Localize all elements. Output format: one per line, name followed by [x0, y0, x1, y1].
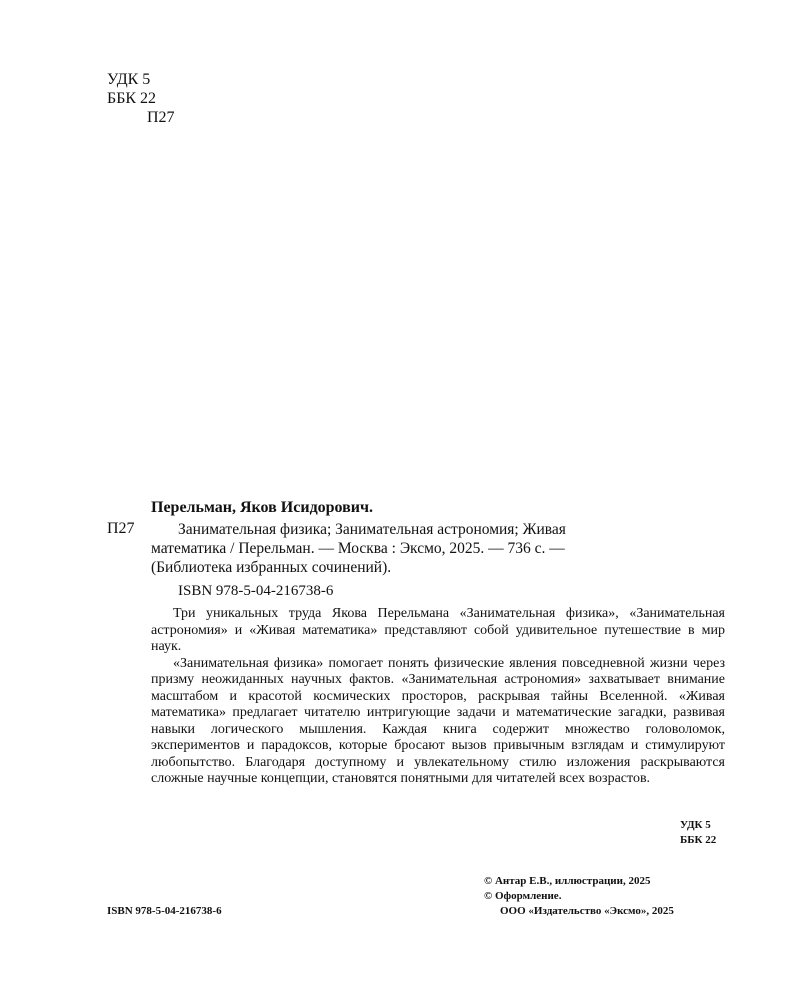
- copyright-illustrations: © Антар Е.В., иллюстрации, 2025: [484, 875, 651, 887]
- record-description: [178, 520, 725, 539]
- copyright-block: [484, 874, 674, 919]
- record-title-line: Занимательная физика; Занимательная астрономия; Живая: [178, 521, 566, 538]
- record-description-continued: [151, 539, 725, 577]
- record-author: Перельман, Яков Исидорович.: [151, 499, 374, 516]
- annotation-paragraph: «Занимательная физика» помогает понять физические явления повседневной жизни через призму неожиданных научных фактов. «Занимательная астрономия» захватывает внимание масштабом и красотой космических просторов, раскрывая тайны Вселенной. «Живая математика» предлагает читателю интригующие задачи и математические загадки, развивая навыки логического мышления. Каждая книга содержит множество головоломок, экспериментов и парадоксов, которые бросают вызов привычным взглядам и стимулируют любопытство. Благодаря доступному и увлекательному стилю изложения раскрываются сложные научные концепции, становятся понятными для читателей всех возрастов.: [151, 655, 725, 786]
- record-author-sign: П27: [107, 520, 135, 537]
- footer-isbn: ISBN 978-5-04-216738-6: [107, 905, 222, 917]
- copyright-publisher: ООО «Издательство «Эксмо», 2025: [500, 905, 674, 917]
- bbk-code: ББК 22: [107, 90, 157, 107]
- bottom-classification-codes: [680, 818, 716, 848]
- annotation-paragraph: Три уникальных труда Якова Перельмана «Занимательная физика», «Занимательная астрономия» и «Живая математика» представляют собой удивительное путешествие в мир наук.: [151, 606, 725, 654]
- classification-codes: [107, 70, 175, 127]
- bbk-code: ББК 22: [680, 834, 717, 846]
- udk-code: УДК 5: [680, 819, 711, 831]
- record-isbn: ISBN 978-5-04-216738-6: [178, 583, 334, 599]
- copyright-design: © Оформление.: [484, 890, 562, 902]
- udk-code: УДК 5: [107, 71, 151, 88]
- record-title-line: (Библиотека избранных сочинений).: [151, 559, 392, 576]
- annotation: [151, 606, 725, 788]
- record-title-line: математика / Перельман. — Москва : Эксмо, 2025. — 736 с. —: [151, 540, 565, 557]
- author-sign: П27: [147, 109, 175, 126]
